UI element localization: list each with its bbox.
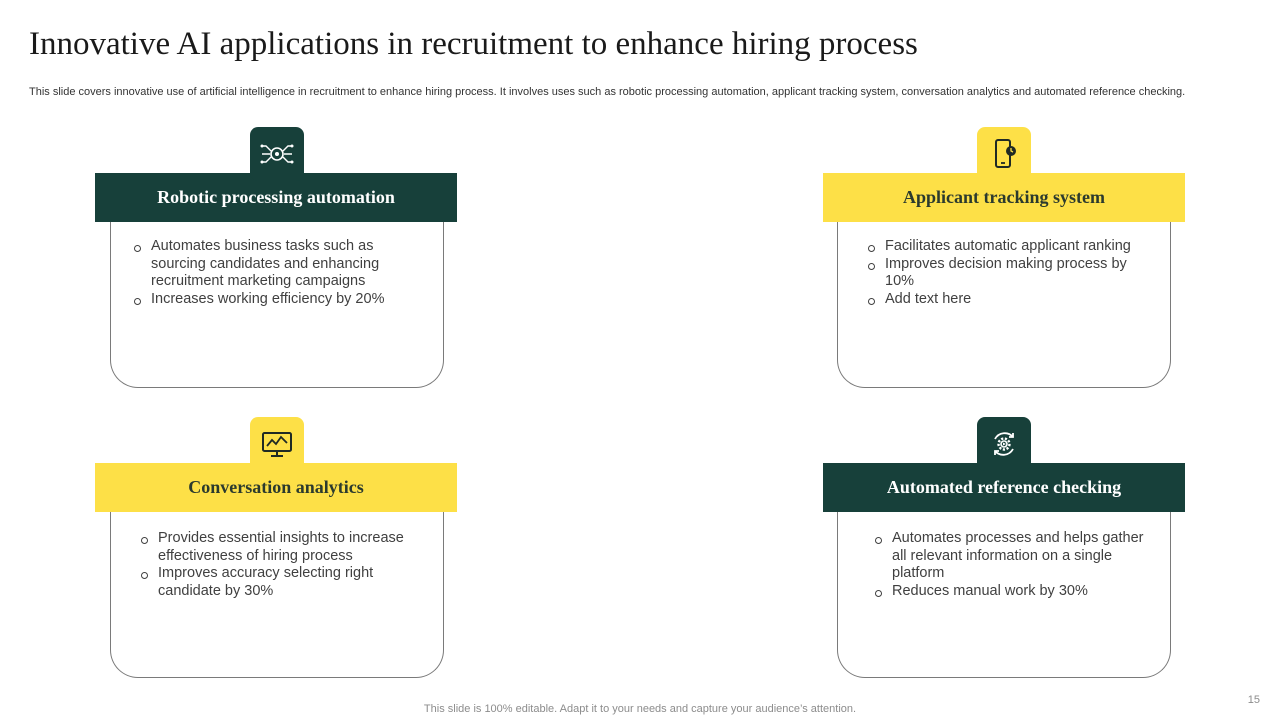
list-item: Improves accuracy selecting right candidate by 30% — [140, 565, 415, 600]
list-item: Add text here — [867, 291, 1147, 309]
robot-circuit-icon — [250, 127, 304, 181]
list-item: Automates business tasks such as sourcing candidates and enhancing recruitment marketing campaigns — [133, 238, 403, 291]
card-heading-conversation-analytics: Conversation analytics — [95, 463, 457, 512]
mobile-tracking-icon — [977, 127, 1031, 181]
card-heading-automated-reference: Automated reference checking — [823, 463, 1185, 512]
card-heading-applicant-tracking: Applicant tracking system — [823, 173, 1185, 222]
slide-description: This slide covers innovative use of artificial intelligence in recruitment to enhance hiring process. It involves uses such as robotic processing automation, applicant tracking system, conversation analytics and automated reference checking. — [29, 86, 1186, 98]
slide-title: Innovative AI applications in recruitment to enhance hiring process — [29, 26, 918, 62]
list-item: Reduces manual work by 30% — [874, 583, 1144, 601]
card-bullets-robotic-processing — [133, 238, 403, 308]
automation-gear-icon — [977, 417, 1031, 471]
card-bullets-automated-reference — [874, 530, 1144, 600]
card-bullets-conversation-analytics — [140, 530, 415, 600]
footer-note: This slide is 100% editable. Adapt it to your needs and capture your audience’s attention. — [423, 703, 857, 715]
card-heading-robotic-processing: Robotic processing automation — [95, 173, 457, 222]
list-item: Automates processes and helps gather all relevant information on a single platform — [874, 530, 1144, 583]
list-item: Facilitates automatic applicant ranking — [867, 238, 1147, 256]
list-item: Increases working efficiency by 20% — [133, 291, 403, 309]
card-bullets-applicant-tracking — [867, 238, 1147, 308]
page-number: 15 — [1247, 694, 1260, 706]
list-item: Improves decision making process by 10% — [867, 256, 1135, 291]
analytics-monitor-icon — [250, 417, 304, 471]
list-item: Provides essential insights to increase effectiveness of hiring process — [140, 530, 415, 565]
